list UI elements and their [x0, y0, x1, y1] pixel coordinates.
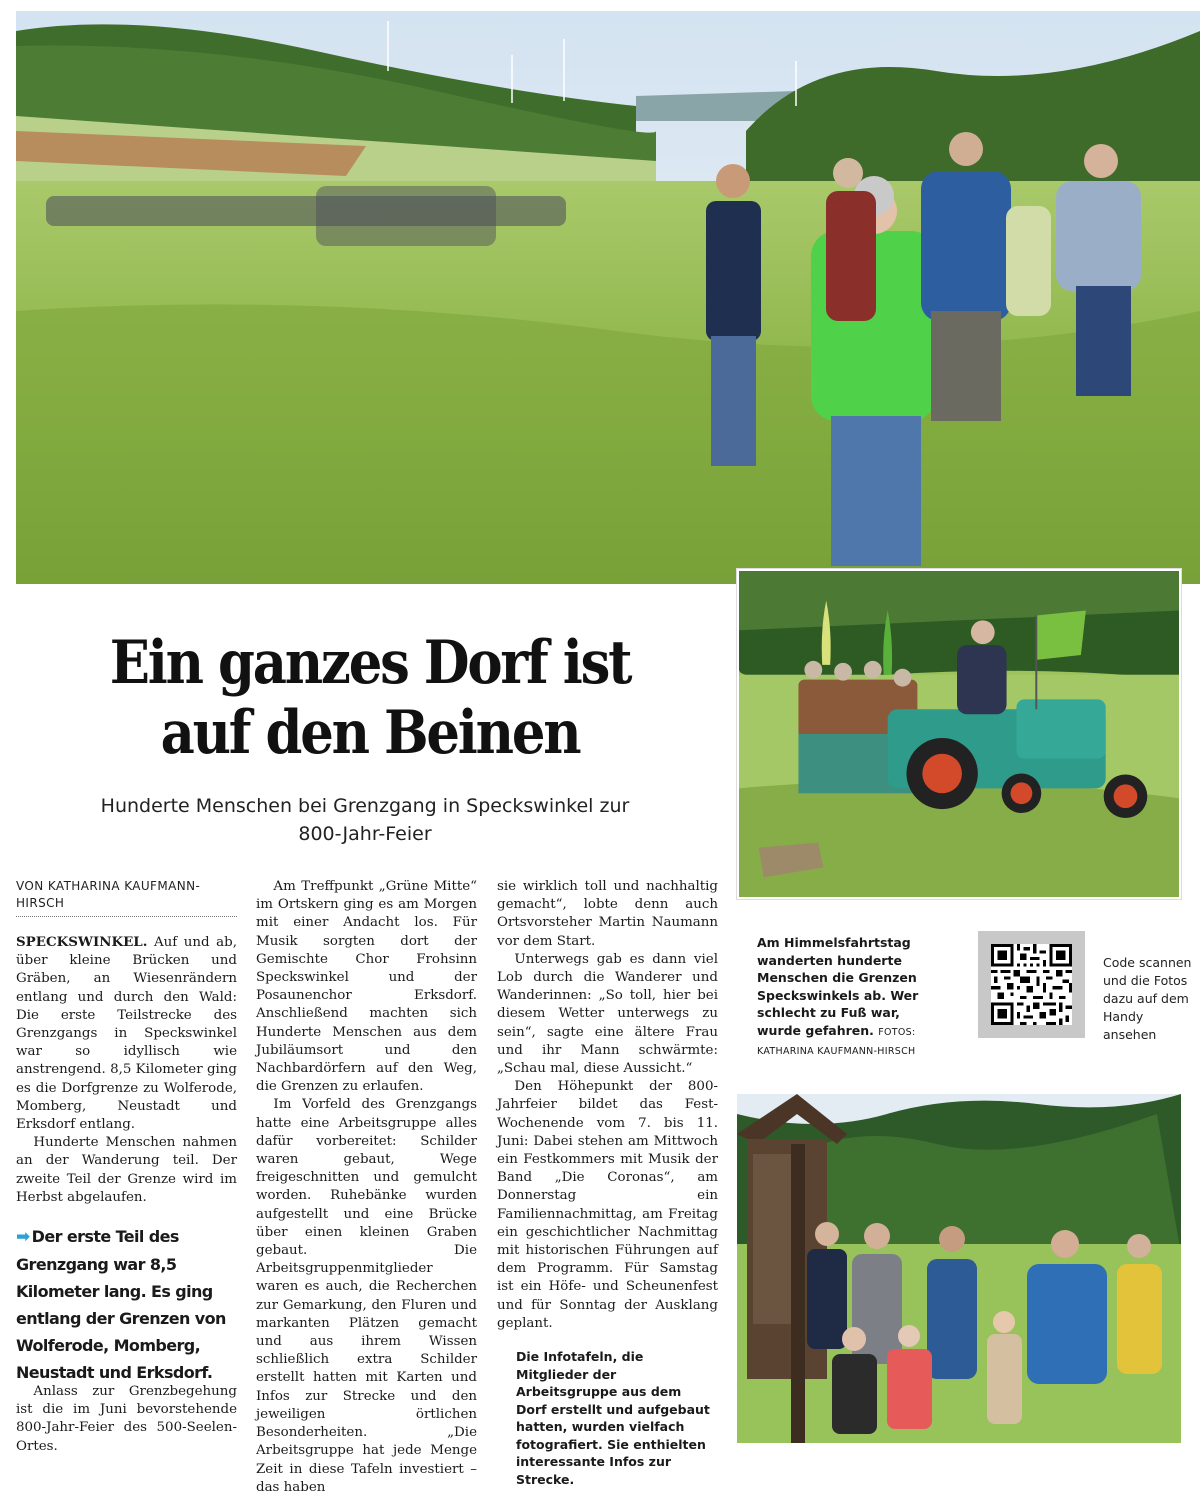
- article-column-1-end: [16, 1383, 237, 1456]
- dateline: SPECKSWINKEL.: [16, 934, 148, 950]
- paragraph: Anlass zur Grenzbegehung ist die im Juni bevorstehende 800-Jahr-Feier des 500-Seelen-Ortes.: [16, 1384, 237, 1454]
- qr-code[interactable]: [978, 931, 1085, 1038]
- paragraph: Im Vorfeld des Grenzgangs hatte eine Arbeitsgruppe alles dafür vorbereitet: Schilder waren gebaut, Wege freigeschnitten und gemulcht worden. Ruhebänke wurden aufgestellt und eine Brücke über einen kleinen Graben gebaut. Die Arbeitsgruppenmitglieder waren es auch, die Recherchen zur Gemarkung, den Fluren und markanten Plätzen gemacht und aus ihrem Wissen schließlich extra Schilder erstellt hatten mit Karten und Infos zur Strecke und den jeweiligen örtlichen Besonderheiten. „Die Arbeitsgruppe hat jede Menge Zeit in diese Tafeln investiert – das haben: [256, 1097, 477, 1495]
- arrow-right-icon: ➡: [16, 1227, 30, 1247]
- caption-text: Am Himmelsfahrtstag wanderten hunderte Menschen die Grenzen Speckswinkels ab. Wer schlecht zu Fuß war, wurde gefahren.: [757, 935, 919, 1038]
- qr-code-icon: [991, 944, 1072, 1025]
- hero-photo-hikers-meadow: [16, 11, 1200, 584]
- article-column-3: [497, 878, 718, 1333]
- caption-tractor: [757, 934, 945, 1061]
- tractor-photo: [737, 569, 1181, 899]
- paragraph: Den Höhepunkt der 800-Jahrfeier bildet das Fest-Wochenende vom 7. bis 11. Juni: Dabei stehen am Mittwoch ein Festkommers mit Musik der Band „Die Coronas“, am Donnerstag ein Familiennachmittag, am Freitag ein geschichtlicher Nachmittag mit historischen Führungen auf dem Programm. Für Samstag ist ein Höfe- und Scheunenfest und für Sonntag der Ausklang geplant.: [497, 1079, 718, 1331]
- info-board-photo: [737, 1094, 1181, 1443]
- qr-instructions: Code scannen und die Fotos dazu auf dem Handy ansehen: [1103, 955, 1192, 1042]
- caption-info-boards: Die Infotafeln, die Mitglieder der Arbeitsgruppe aus dem Dorf erstellt und aufgebaut hatten, wurden vielfach fotografiert. Sie enthielten interessante Infos zur Strecke.: [516, 1349, 710, 1487]
- paragraph: Hunderte Menschen nahmen an der Wanderung teil. Der zweite Teil der Grenze wird im Herbst abgelaufen.: [16, 1135, 237, 1205]
- paragraph: Am Treffpunkt „Grüne Mitte“ im Ortskern ging es am Morgen mit einer Andacht los. Für Musik sorgten dort der Gemischte Chor Frohsinn Speckswinkel und der Posaunenchor Erksdorf. Anschließend machten sich Hunderte Menschen aus dem Jubiläumsort und den Nachbardörfern auf den Weg, die Grenzen zu erlaufen.: [256, 879, 477, 1095]
- paragraph: sie wirklich toll und nachhaltig gemacht“, lobte denn auch Ortsvorsteher Martin Naumann vor dem Start.: [497, 879, 718, 949]
- paragraph-text: Auf und ab, über kleine Brücken und Gräben, an Wiesenrändern entlang und durch den Wald: Die erste Teilstrecke des Grenzgangs in Speckswinkel war so idyllisch wie anstrengend. 8,5 Kilometer ging es die Dorfgrenze zu Wolferode, Momberg, Neustadt und Erksdorf entlang.: [16, 935, 237, 1133]
- article-column-1: [16, 933, 237, 1207]
- headline: Ein ganzes Dorf ist auf den Beinen: [109, 628, 631, 768]
- paragraph: Unterwegs gab es dann viel Lob durch die Wanderer und Wanderinnen: „So toll, hier bei diesem Wetter unterwegs zu sein“, sagte eine ältere Frau und ihr Mann schwärmte: „Schau mal, diese Aussicht.“: [497, 951, 718, 1077]
- subheadline: Hunderte Menschen bei Grenzgang in Speckswinkel zur 800-Jahr-Feier: [100, 795, 630, 845]
- photo-credit: FOTOS: KATHARINA KAUFMANN-HIRSCH: [757, 1026, 916, 1057]
- article-column-2: [256, 878, 477, 1497]
- pullquote: [16, 1223, 237, 1386]
- paragraph: [16, 933, 237, 1134]
- pullquote-text: Der erste Teil des Grenzgang war 8,5 Kilometer lang. Es ging entlang der Grenzen von Wolferode, Momberg, Neustadt und Erksdorf.: [16, 1227, 226, 1382]
- byline: VON KATHARINA KAUFMANN-HIRSCH: [16, 878, 237, 917]
